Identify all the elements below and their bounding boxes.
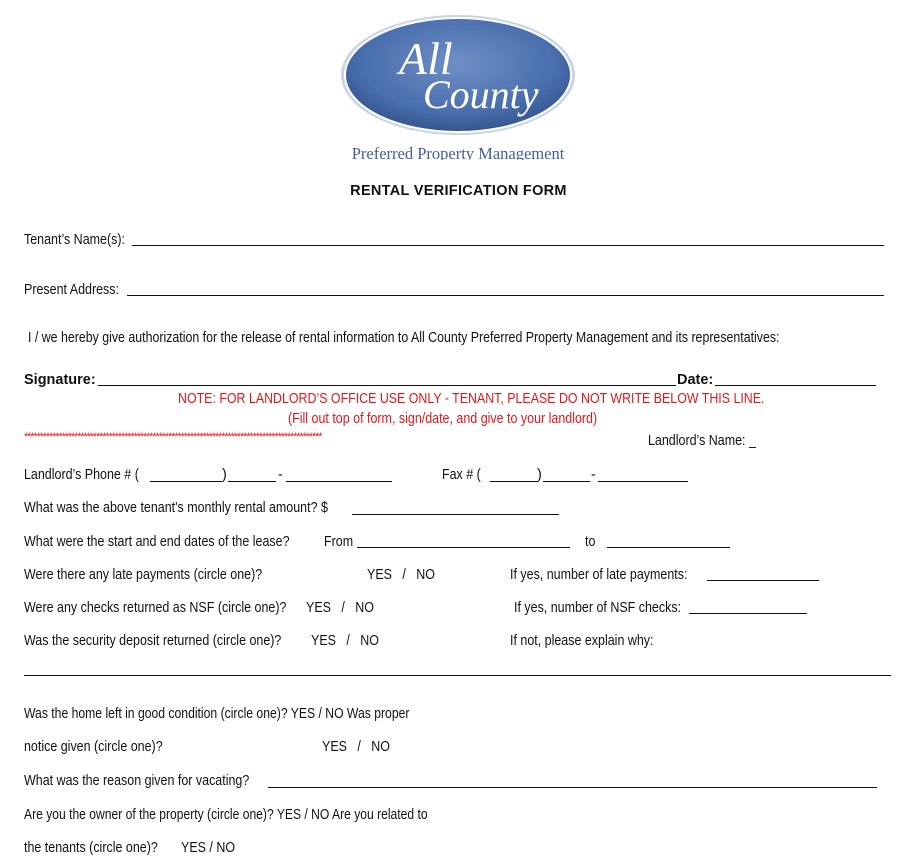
authorization-text: I / we hereby give authorization for the release of rental information to All County Preferred Property Management and its representatives: [28,330,780,346]
logo-line2: County [423,72,539,117]
late-payments-yes-no[interactable]: YES / NO [367,567,435,583]
fax-dash: - [591,467,596,483]
fax-area-code-field[interactable] [490,481,538,482]
date-label: Date: [677,372,714,388]
nsf-checks-count-field[interactable] [689,613,807,614]
late-payments-question: Were there any late payments (circle one)? [24,567,263,583]
deposit-returned-question: Was the security deposit returned (circle one)? [24,633,282,649]
deposit-explain-label: If not, please explain why: [510,633,654,649]
date-field[interactable] [715,385,876,386]
lease-start-field[interactable] [357,547,570,548]
late-payments-count-label: If yes, number of late payments: [510,567,688,583]
landlord-phone-prefix-field[interactable] [228,481,276,482]
logo-line1: All [399,33,453,84]
landlord-phone-label: Landlord’s Phone # ( [24,467,139,483]
landlord-name-label: Landlord’s Name: _ [648,433,756,449]
tenant-names-label: Tenant’s Name(s): [24,232,125,248]
tenants-circle-question: the tenants (circle one)? [24,840,158,856]
fax-number-field[interactable] [598,481,688,482]
phone-dash: - [278,467,283,483]
company-logo [339,12,579,160]
late-payments-count-field[interactable] [707,580,819,581]
form-title: RENTAL VERIFICATION FORM [350,183,567,199]
owner-related-question: Are you the owner of the property (circle one)? YES / NO Are you related to [24,807,428,823]
rent-amount-question: What was the above tenant's monthly rental amount? $ [24,500,328,516]
fax-paren-close: ) [537,467,542,483]
landlord-phone-area-code-field[interactable] [150,481,222,482]
tenant-names-field[interactable] [132,245,884,246]
fax-prefix-field[interactable] [543,481,590,482]
nsf-checks-count-label: If yes, number of NSF checks: [514,600,682,616]
office-use-note: NOTE: FOR LANDLORD’S OFFICE USE ONLY - TENANT, PLEASE DO NOT WRITE BELOW THIS LINE. [178,391,765,407]
nsf-checks-question: Were any checks returned as NSF (circle one)? [24,600,287,616]
notice-given-yes-no[interactable]: YES / NO [322,739,390,755]
tenants-related-yes-no[interactable]: YES / NO [181,840,236,856]
phone-paren-close: ) [222,467,227,483]
logo-tagline: Preferred Property Management [351,144,565,160]
present-address-field[interactable] [127,295,884,296]
fax-label: Fax # ( [442,467,481,483]
instructions-note: (Fill out top of form, sign/date, and give to your landlord) [288,411,598,427]
vacating-reason-field[interactable] [268,787,877,788]
home-condition-question: Was the home left in good condition (circle one)? YES / NO Was proper [24,706,410,722]
nsf-checks-yes-no[interactable]: YES / NO [306,600,374,616]
notice-given-question: notice given (circle one)? [24,739,163,755]
deposit-returned-yes-no[interactable]: YES / NO [311,633,379,649]
lease-dates-question: What were the start and end dates of the lease? [24,534,290,550]
lease-end-field[interactable] [607,547,730,548]
lease-from-label: From [324,534,354,550]
lease-to-label: to [585,534,596,550]
vacating-reason-question: What was the reason given for vacating? [24,773,250,789]
separator-line: *********************************************************************************************** [24,431,322,443]
signature-label: Signature: [24,372,96,388]
rent-amount-field[interactable] [352,514,559,515]
deposit-explain-field[interactable] [24,675,891,676]
logo-oval-graphic [339,12,579,160]
signature-field[interactable] [98,385,676,386]
present-address-label: Present Address: [24,282,119,298]
landlord-phone-number-field[interactable] [286,481,392,482]
